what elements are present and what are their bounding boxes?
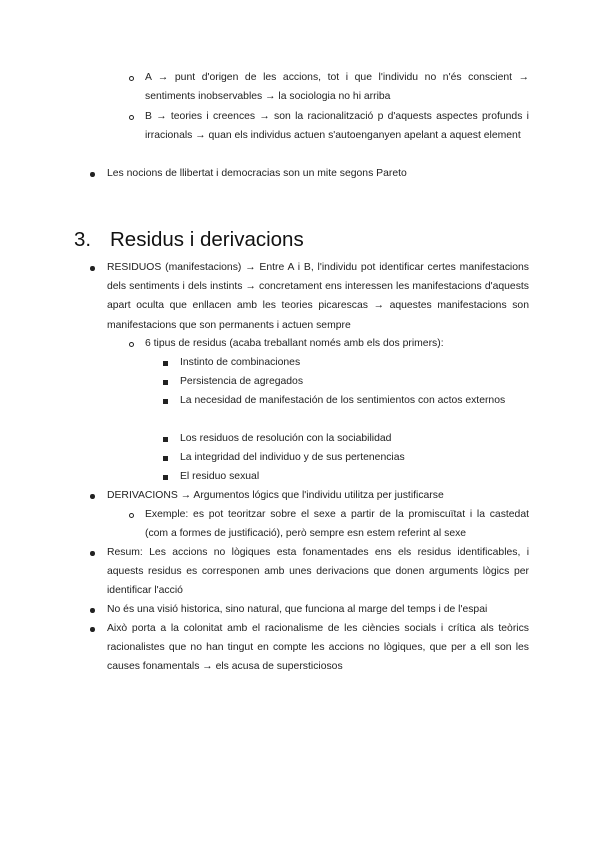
list-item-resum: Resum: Les accions no lògiques esta fonamentades ens els residus identificables, i aquests residus es corresponen amb unes derivacions que donen arguments lògics per identificar l'acció xyxy=(107,547,529,597)
bullet-icon xyxy=(90,608,95,613)
residuo-type-item: Persistencia de agregados xyxy=(180,376,304,387)
square-bullet-icon xyxy=(163,399,168,404)
list-item-aixo: Això porta a la colonitat amb el racionalisme de les ciències socials i crítica als teòrics racionalistes que no han tingut en compte les accions no lògiques, que per a ell son les causes fonamentals → els acusa de supersticiosos xyxy=(107,623,529,673)
square-bullet-icon xyxy=(163,361,168,366)
bullet-icon xyxy=(90,627,95,632)
section-title: Residus i derivacions xyxy=(110,228,304,251)
residuos-subitem: 6 tipus de residus (acaba treballant només amb els dos primers): xyxy=(145,338,444,349)
residuo-type-item: La necesidad de manifestación de los sentimientos con actos externos xyxy=(180,395,506,406)
bullet-icon xyxy=(90,172,95,177)
residuo-type-item: Instinto de combinaciones xyxy=(180,357,301,368)
square-bullet-icon xyxy=(163,437,168,442)
circle-bullet-icon xyxy=(129,513,134,518)
list-item-b: B → teories i creences → son la racionalització p d'aquests aspectes profunds i irracionals → quan els individus actuen s'autoenganyen apelant a aquest element xyxy=(145,111,529,142)
list-item-residuos: RESIDUOS (manifestacions) → Entre A i B, l'individu pot identificar certes manifestacions dels sentiments i dels instints → concretament ens interessen les manifestacions d'aquests apart oculta que enllacen amb les teories picarescas → aquestes manifestacions son manifestacions que son permanents i actuen sempre xyxy=(107,262,529,331)
derivacions-example: Exemple: es pot teoritzar sobre el sexe a partir de la promiscuïtat i la castedat (com a formes de justificació), però sempre esn estem referint al sexe xyxy=(145,509,529,540)
circle-bullet-icon xyxy=(129,115,134,120)
square-bullet-icon xyxy=(163,380,168,385)
bullet-icon xyxy=(90,494,95,499)
bullet-icon xyxy=(90,551,95,556)
residuo-type-item: La integridad del individuo y de sus pertenencias xyxy=(180,452,405,463)
list-item-a: A → punt d'origen de les accions, tot i que l'individu no n'és conscient → sentiments inobservables → la sociologia no hi arriba xyxy=(145,72,529,103)
section-heading xyxy=(74,226,304,254)
square-bullet-icon xyxy=(163,456,168,461)
residuo-type-item: El residuo sexual xyxy=(180,471,260,482)
square-bullet-icon xyxy=(163,475,168,480)
residuo-type-item: Los residuos de resolución con la sociabilidad xyxy=(180,433,392,444)
circle-bullet-icon xyxy=(129,76,134,81)
list-item-visio: No és una visió historica, sino natural, que funciona al marge del temps i de l'espai xyxy=(107,604,488,615)
bullet-icon xyxy=(90,266,95,271)
circle-bullet-icon xyxy=(129,342,134,347)
list-item-derivacions: DERIVACIONS → Argumentos lógics que l'individu utilitza per justificarse xyxy=(107,490,444,501)
list-item-pareto: Les nocions de llibertat i democracias son un mite segons Pareto xyxy=(107,168,407,179)
section-number: 3. xyxy=(74,228,92,251)
